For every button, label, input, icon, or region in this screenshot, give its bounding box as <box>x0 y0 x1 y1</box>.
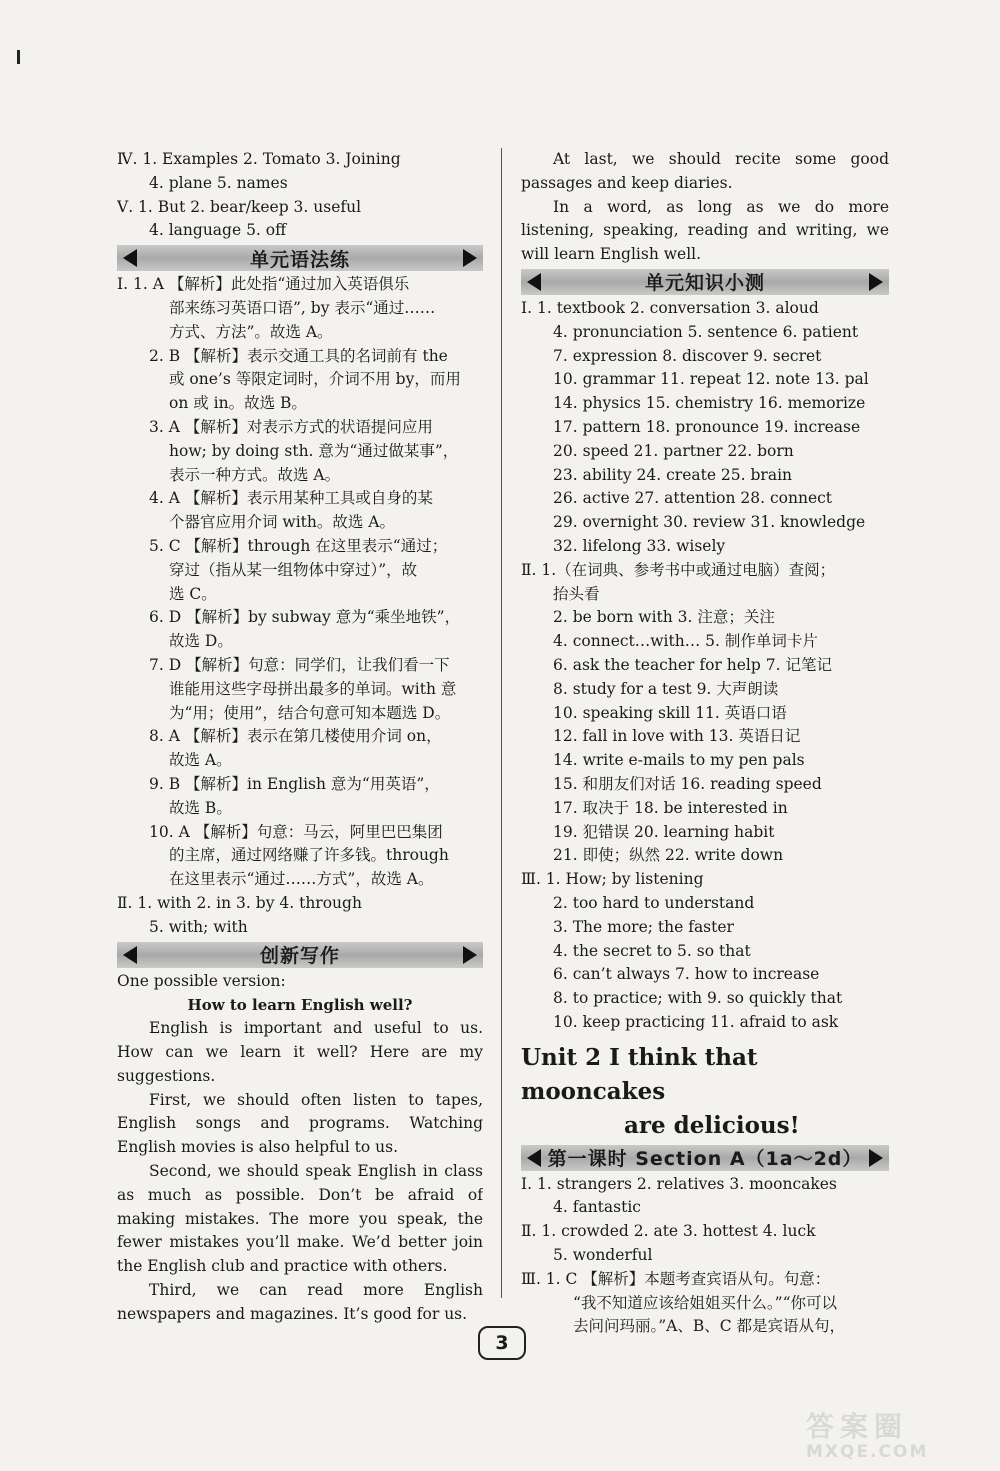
answer-line: 故选 B。 <box>169 798 232 817</box>
answer-line: 14. physics 15. chemistry 16. memorize <box>553 394 866 413</box>
answer-line: 5. C 【解析】through 在这里表示“通过； <box>149 536 448 555</box>
paragraph: At last, we should recite some good passages and keep diaries. <box>521 150 889 192</box>
answer-line: 8. A 【解析】表示在第几楼使用介词 on， <box>149 727 442 746</box>
answer-line: 穿过（指从某一组物体中穿过）”，故 <box>169 560 418 579</box>
answer-line: 抬头看 <box>553 584 600 603</box>
section-header-title: 创新写作 <box>259 945 340 967</box>
arrow-left-icon <box>123 946 137 964</box>
answer-line: 方式、方法”。故选 A。 <box>169 322 333 341</box>
column-divider <box>501 148 502 1298</box>
arrow-left-icon <box>123 249 137 267</box>
answer-line: 12. fall in love with 13. 英语日记 <box>553 727 801 746</box>
unit-title: Unit 2 I think that mooncakes <box>521 1043 758 1105</box>
answer-line: 10. keep practicing 11. afraid to ask <box>553 1012 839 1031</box>
paragraph: First, we should often listen to tapes, English songs and programs. Watching English movies is also helpful to us. <box>117 1090 483 1157</box>
answer-line: Ⅰ. 1. strangers 2. relatives 3. mooncakes <box>521 1174 837 1193</box>
answer-line: 谁能用这些字母拼出最多的单词。with 意 <box>169 679 457 698</box>
page-number: 3 <box>478 1326 526 1360</box>
answer-line: 6. ask the teacher for help 7. 记笔记 <box>553 655 832 674</box>
answer-line: 15. 和朋友们对话 16. reading speed <box>553 774 822 793</box>
answer-line: 的主席，通过网络赚了许多钱。through <box>169 846 449 865</box>
answer-line: 14. write e-mails to my pen pals <box>553 751 805 770</box>
answer-line: 表示一种方式。故选 A。 <box>169 465 341 484</box>
answer-line: Ⅲ. 1. C 【解析】本题考查宾语从句。句意： <box>521 1269 831 1288</box>
watermark-text: 答案圈 <box>806 1410 909 1443</box>
arrow-right-icon <box>869 273 883 291</box>
answer-line: 17. 取决于 18. be interested in <box>553 798 788 817</box>
answer-line: 4. A 【解析】表示用某种工具或自身的某 <box>149 489 433 508</box>
answer-line: 7. D 【解析】句意：同学们，让我们看一下 <box>149 655 450 674</box>
answer-line: 17. pattern 18. pronounce 19. increase <box>553 417 861 436</box>
answer-line: Ⅳ. 1. Examples 2. Tomato 3. Joining <box>117 150 401 168</box>
answer-line: 3. The more; the faster <box>553 917 734 936</box>
section-header-bar <box>521 269 889 295</box>
section-header-bar <box>117 245 483 271</box>
answer-line: 个器官应用介词 with。故选 A。 <box>169 513 395 532</box>
answer-line: 10. speaking skill 11. 英语口语 <box>553 703 787 722</box>
paragraph: English is important and useful to us. How can we learn it well? Here are my suggestions. <box>117 1019 483 1085</box>
answer-line: 5. with; with <box>149 917 248 936</box>
answer-line: 5. wonderful <box>553 1246 653 1265</box>
answer-line: 26. active 27. attention 28. connect <box>553 489 833 508</box>
section-header-title: 单元语法练 <box>249 248 350 271</box>
answer-line: 23. ability 24. create 25. brain <box>553 465 793 484</box>
answer-line: 6. can’t always 7. how to increase <box>553 965 820 984</box>
answer-line: 去问问玛丽。”A、B、C 都是宾语从句， <box>573 1317 846 1336</box>
answer-line: 故选 A。 <box>169 751 232 770</box>
arrow-right-icon <box>463 946 477 964</box>
answer-line: 2. too hard to understand <box>553 893 755 912</box>
answer-line: 8. study for a test 9. 大声朗读 <box>553 679 779 698</box>
answer-line: 在这里表示“通过……方式”，故选 A。 <box>169 870 434 889</box>
answer-line: “我不知道应该给姐姐买什么。”“你可以 <box>573 1293 838 1312</box>
answer-line: 4. the secret to 5. so that <box>553 941 751 960</box>
answer-line: 4. pronunciation 5. sentence 6. patient <box>553 322 859 341</box>
answer-line: Ⅰ. 1. A 【解析】此处指“通过加入英语俱乐 <box>117 275 410 294</box>
answer-line: Ⅱ. 1.（在词典、参考书中或通过电脑）查阅； <box>521 560 836 579</box>
arrow-left-icon <box>527 1149 541 1167</box>
answer-line: 10. grammar 11. repeat 12. note 13. pal <box>553 370 869 389</box>
answer-line: 4. language 5. off <box>149 221 287 240</box>
answer-line: Ⅴ. 1. But 2. bear/keep 3. useful <box>117 197 362 216</box>
answer-line: 4. fantastic <box>553 1198 641 1217</box>
answer-line: 10. A 【解析】句意：马云，阿里巴巴集团 <box>149 822 443 841</box>
answer-line: 9. B 【解析】in English 意为“用英语”， <box>149 774 440 793</box>
answer-line: 20. speed 21. partner 22. born <box>553 441 794 460</box>
arrow-left-icon <box>527 273 541 291</box>
answer-line: 8. to practice; with 9. so quickly that <box>553 989 843 1008</box>
left-column <box>117 148 483 1327</box>
margin-mark <box>17 50 20 64</box>
paragraph: Second, we should speak English in class as much as possible. Don’t be afraid of making mistakes. The more you speak, the fewer mistakes you’ll make. We’d better join the English club and practice with others. <box>117 1162 483 1276</box>
section-header-bar <box>117 942 483 968</box>
answer-line: 29. overnight 30. review 31. knowledge <box>553 513 866 532</box>
answer-line: Ⅰ. 1. textbook 2. conversation 3. aloud <box>521 298 819 317</box>
answer-line: 21. 即使；纵然 22. write down <box>553 846 784 865</box>
answer-line: 选 C。 <box>169 584 217 603</box>
answer-line: 或 one’s 等限定词时，介词不用 by，而用 <box>169 370 461 389</box>
answer-line: 故选 D。 <box>169 632 233 651</box>
section-header-title: 单元知识小测 <box>644 272 765 295</box>
answer-line: on 或 in。故选 B。 <box>169 394 307 413</box>
answer-line: One possible version: <box>117 971 286 990</box>
answer-line: 部来练习英语口语”, by 表示“通过…… <box>169 298 436 317</box>
answer-line: 4. connect…with… 5. 制作单词卡片 <box>553 632 818 651</box>
answer-line: Ⅱ. 1. crowded 2. ate 3. hottest 4. luck <box>521 1222 816 1241</box>
answer-line: Ⅲ. 1. How; by listening <box>521 870 704 889</box>
right-column <box>521 148 889 1339</box>
essay-title: How to learn English well? <box>187 996 413 1015</box>
arrow-right-icon <box>463 249 477 267</box>
answer-line: 4. plane 5. names <box>149 173 288 192</box>
answer-line: 6. D 【解析】by subway 意为“乘坐地铁”， <box>149 608 461 627</box>
answer-line: 2. be born with 3. 注意；关注 <box>553 608 775 627</box>
unit-title: are delicious! <box>624 1111 800 1139</box>
section-header-title: 第一课时 Section A（1a～2d） <box>547 1148 863 1171</box>
answer-line: how; by doing sth. 意为“通过做某事”， <box>169 441 459 460</box>
arrow-right-icon <box>869 1149 883 1167</box>
watermark-url: MXQE.COM <box>806 1442 929 1462</box>
answer-line: 2. B 【解析】表示交通工具的名词前有 the <box>149 346 448 365</box>
paragraph: Third, we can read more English newspapers and magazines. It’s good for us. <box>117 1281 483 1323</box>
section-header-bar <box>521 1145 889 1171</box>
answer-line: 为“用；使用”，结合句意可知本题选 D。 <box>169 703 451 722</box>
watermark-logo <box>806 1412 982 1464</box>
answer-line: 3. A 【解析】对表示方式的状语提问应用 <box>149 417 433 436</box>
answer-line: Ⅱ. 1. with 2. in 3. by 4. through <box>117 893 362 912</box>
answer-line: 19. 犯错误 20. learning habit <box>553 822 775 841</box>
answer-line: 32. lifelong 33. wisely <box>553 536 726 555</box>
paragraph: In a word, as long as we do more listening, speaking, reading and writing, we will learn English well. <box>521 197 889 264</box>
answer-line: 7. expression 8. discover 9. secret <box>553 346 822 365</box>
